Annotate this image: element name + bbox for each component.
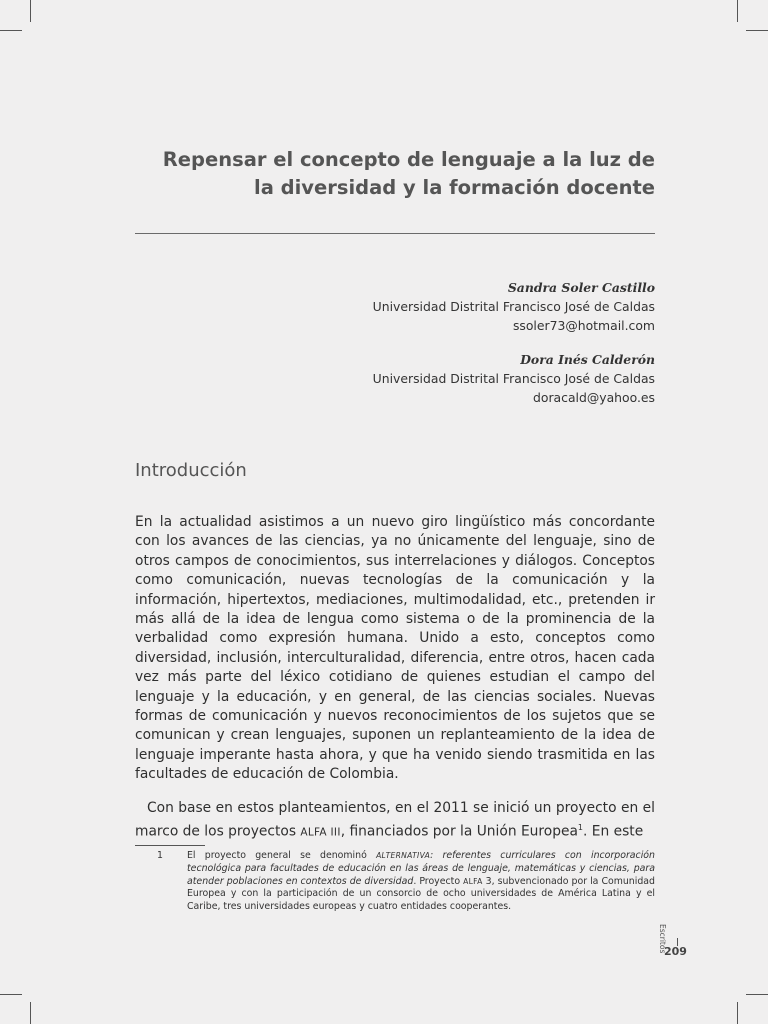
article-title — [135, 146, 655, 202]
crop-mark — [0, 994, 22, 995]
title-divider — [135, 233, 655, 234]
footnote-segment: . Proyecto — [413, 875, 464, 887]
author-email: ssoler73@hotmail.com — [512, 318, 655, 333]
crop-mark — [746, 30, 768, 31]
crop-mark — [737, 1002, 738, 1024]
page-number: 209 — [664, 945, 687, 958]
paragraph-text: Con base en estos planteamientos, en el 2011 se inició un proyecto en el marco de los proyectos — [135, 799, 655, 840]
footnote-divider — [135, 845, 205, 846]
author-name: Sandra Soler Castillo — [507, 280, 655, 295]
footnote — [135, 850, 655, 914]
author-affiliation: Universidad Distrital Francisco José de Caldas — [372, 299, 655, 314]
crop-mark — [30, 0, 31, 22]
footnote-ref: 1 — [577, 823, 584, 833]
footnote-segment: 3, subvencionado por la Comunidad Europea y con la participación de un consorcio de ocho universidades de América Latina y el Caribe, tres universidades europeas y cuatro entidades cooperantes. — [187, 875, 655, 913]
title-line-1: Repensar el concepto de lenguaje a la luz de — [162, 148, 655, 171]
author-affiliation: Universidad Distrital Francisco José de Caldas — [372, 371, 655, 386]
footnote-text — [187, 850, 655, 914]
crop-mark — [30, 1002, 31, 1024]
body-text — [135, 513, 655, 857]
footnote-number: 1 — [157, 850, 163, 861]
author-block — [300, 278, 655, 422]
paragraph-text: . En este — [583, 823, 644, 840]
paragraph — [135, 799, 655, 843]
author-entry — [300, 278, 655, 335]
crop-mark — [737, 0, 738, 22]
running-section-label: Escritos — [658, 924, 667, 954]
paragraph: En la actualidad asistimos a un nuevo giro lingüístico más concordante con los avances de las ciencias, ya no únicamente del lenguaje, sino de otros campos de conocimientos, sus interrelaciones y diálogos. Conceptos como comunicación, nuevas tecnologías de la comunicación y la información, hipertextos, mediaciones, multimodalidad, etc., pretenden ir más allá de la idea de lengua como sistema o de la prominencia de la verbalidad como expresión humana. Unido a esto, conceptos como diversidad, inclusión, interculturalidad, diferencia, entre otros, hacen cada vez más parte del léxico cotidiano de quienes estudian el campo del lenguaje y la educación, y en general, de las ciencias sociales. Nuevas formas de comunicación y nuevos reconocimientos de los sujetos que se comunican y crean lenguajes, suponen un replanteamiento de la idea de lenguaje imperante hasta ahora, y que ha venido siendo trasmitida en las facultades de educación de Colombia. — [135, 514, 655, 783]
author-name: Dora Inés Calderón — [520, 352, 655, 367]
acronym: ALFA III — [300, 826, 341, 839]
footnote-segment: ALTERNATIVA — [376, 851, 431, 860]
footnote-segment: ALFA — [463, 876, 483, 886]
section-heading: Introducción — [135, 460, 247, 481]
footnote-segment: El proyecto general se denominó — [187, 850, 377, 861]
title-line-2: la diversidad y la formación docente — [254, 176, 655, 199]
crop-mark — [0, 30, 22, 31]
paragraph-text: , financiados por la Unión Europea — [340, 823, 578, 840]
author-entry — [300, 350, 655, 407]
footnote-segment: : referentes curriculares con incorporación tecnológica para facultades de educación en las áreas de lenguaje, matemáticas y ciencias, para atender poblaciones en contextos de diversidad — [187, 850, 655, 887]
author-email: doracald@yahoo.es — [533, 390, 655, 405]
crop-mark — [746, 994, 768, 995]
